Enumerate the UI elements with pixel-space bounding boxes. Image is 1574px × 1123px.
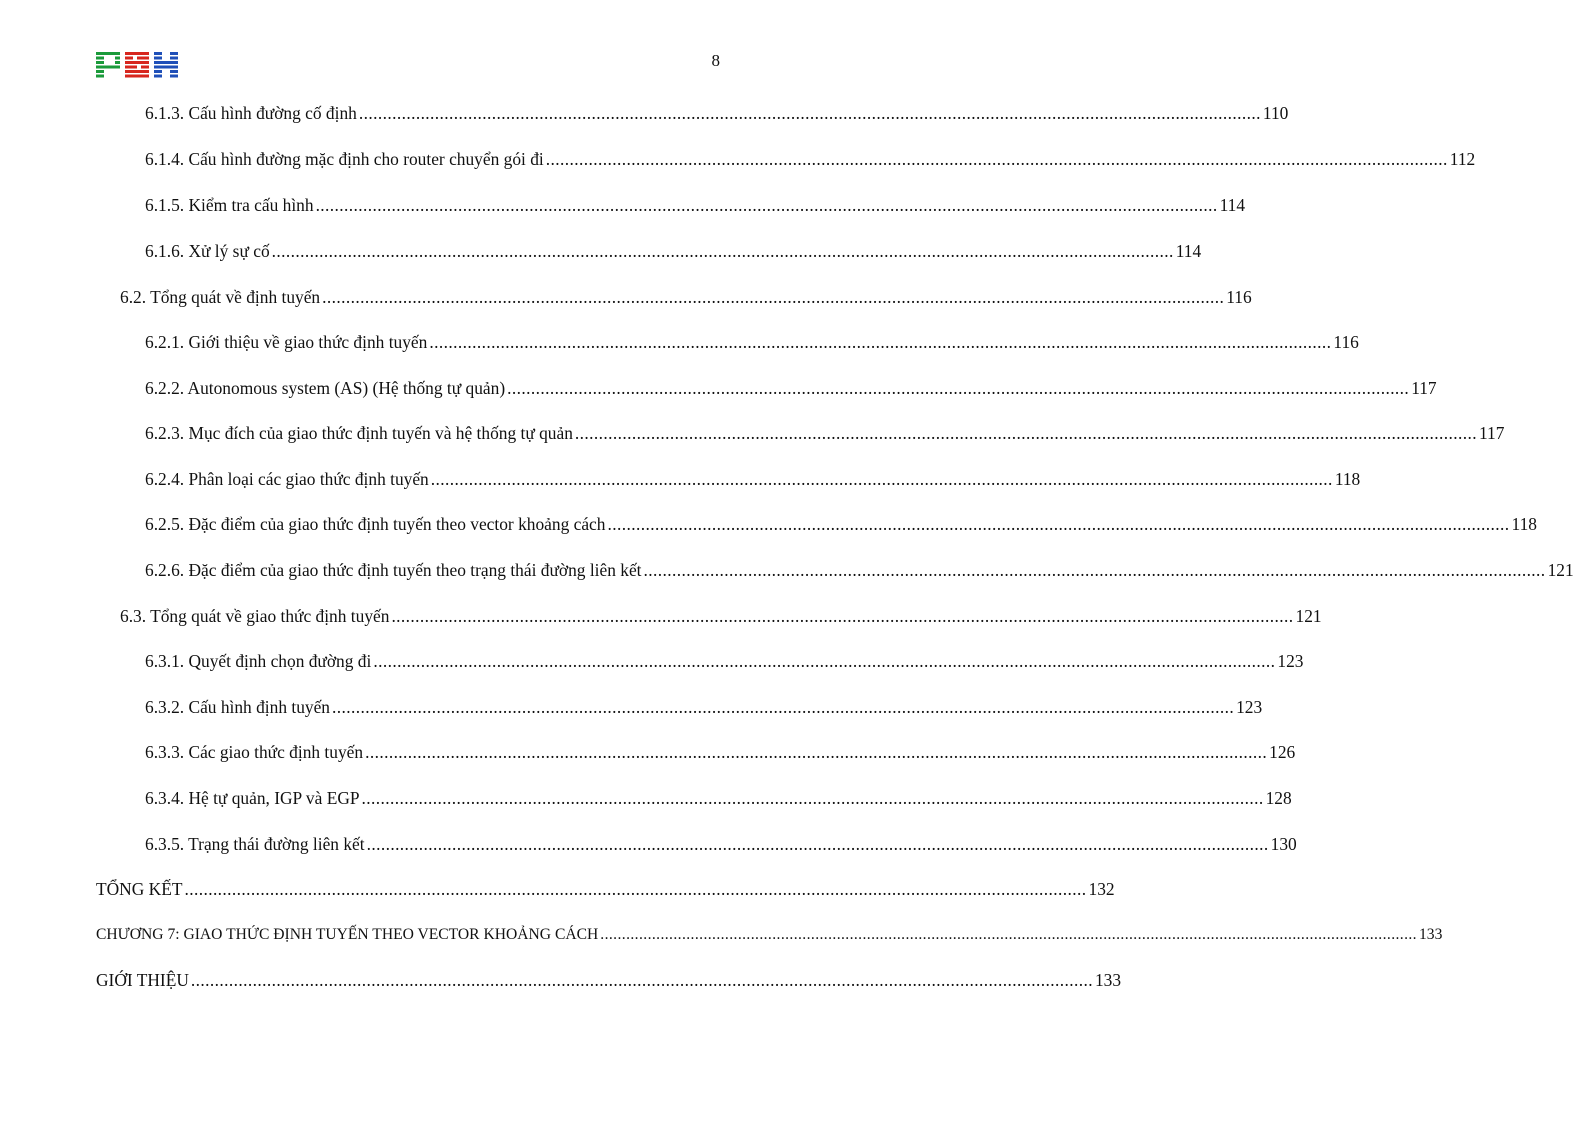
toc-entry-title: 6.1.4. Cấu hình đường mặc định cho router chuyển gói đi [145, 149, 544, 169]
toc-entry-page: 128 [1265, 788, 1292, 808]
toc-leader-dots: .............................................................................................................................................................................................. [271, 241, 1174, 261]
toc-entry-title: 6.3.2. Cấu hình định tuyến [145, 697, 331, 717]
toc-entry[interactable] [145, 146, 1476, 172]
toc-leader-dots: .............................................................................................................................................................................................. [607, 514, 1510, 534]
toc-entry[interactable] [96, 922, 1443, 948]
toc-entry[interactable] [145, 100, 1289, 126]
toc-entry-title: CHƯƠNG 7: GIAO THỨC ĐỊNH TUYẾN THEO VECTOR KHOẢNG CÁCH [96, 926, 599, 943]
toc-entry-page: 116 [1333, 332, 1359, 352]
toc-leader-dots: .............................................................................................................................................................................................. [332, 697, 1235, 717]
toc-entry[interactable] [96, 967, 1122, 993]
toc-entry-title: 6.2.6. Đặc điểm của giao thức định tuyến theo trạng thái đường liên kết [145, 560, 642, 580]
page-number: 8 [711, 51, 720, 70]
toc-entry-title: GIỚI THIỆU [96, 970, 189, 990]
toc-entry-page: 121 [1295, 606, 1322, 626]
toc-leader-dots: .............................................................................................................................................................................................. [429, 332, 1332, 352]
toc-entry[interactable] [145, 648, 1304, 674]
toc-leader-dots: .............................................................................................................................................................................................. [430, 469, 1333, 489]
toc-entry[interactable] [145, 785, 1292, 811]
toc-entry-title: 6.3.5. Trạng thái đường liên kết [145, 834, 365, 854]
toc-entry-page: 121 [1547, 560, 1574, 580]
toc-entry-page: 123 [1277, 651, 1304, 671]
toc-leader-dots: .............................................................................................................................................................................................. [574, 423, 1477, 443]
toc-entry-title: 6.2. Tổng quát về định tuyến [120, 287, 321, 307]
toc-leader-dots: .............................................................................................................................................................................................. [391, 606, 1294, 626]
toc-entry-page: 114 [1175, 241, 1202, 261]
toc-leader-dots: .............................................................................................................................................................................................. [373, 651, 1276, 671]
toc-entry-page: 132 [1088, 879, 1115, 899]
toc-entry-title: 6.3.4. Hệ tự quản, IGP và EGP [145, 788, 360, 808]
toc-entry-title: 6.2.4. Phân loại các giao thức định tuyến [145, 469, 429, 489]
toc-entry-title: 6.3. Tổng quát về giao thức định tuyến [120, 606, 390, 626]
toc-entry-title: 6.2.3. Mục đích của giao thức định tuyến và hệ thống tự quản [145, 423, 573, 443]
toc-leader-dots: .............................................................................................................................................................................................. [366, 834, 1269, 854]
toc-entry[interactable] [145, 466, 1361, 492]
toc-entry-title: 6.2.1. Giới thiệu về giao thức định tuyến [145, 332, 428, 352]
toc-entry[interactable] [96, 876, 1115, 902]
toc-leader-dots: .............................................................................................................................................................................................. [361, 788, 1264, 808]
toc-entry-page: 116 [1226, 287, 1252, 307]
toc-leader-dots: .............................................................................................................................................................................................. [315, 195, 1218, 215]
toc-entry-page: 112 [1449, 149, 1476, 169]
toc-leader-dots: .............................................................................................................................................................................................. [358, 103, 1261, 123]
toc-entry-page: 123 [1236, 697, 1263, 717]
toc-entry-title: 6.1.6. Xử lý sự cố [145, 241, 270, 261]
toc-entry[interactable] [145, 694, 1263, 720]
toc-entry-page: 133 [1418, 926, 1443, 943]
toc-entry[interactable] [145, 375, 1437, 401]
toc-leader-dots: .............................................................................................................................................................................................. [600, 926, 1417, 943]
toc-entry-title: 6.2.2. Autonomous system (AS) (Hệ thống tự quản) [145, 378, 506, 398]
toc-entry[interactable] [145, 831, 1297, 857]
toc-entry-title: 6.3.3. Các giao thức định tuyến [145, 742, 364, 762]
toc-entry-page: 133 [1094, 970, 1122, 990]
toc-entry[interactable] [145, 420, 1505, 446]
toc-entry-page: 110 [1262, 103, 1289, 123]
toc-entry[interactable] [145, 329, 1359, 355]
toc-entry[interactable] [145, 739, 1296, 765]
toc-leader-dots: .............................................................................................................................................................................................. [190, 970, 1093, 990]
toc-entry-page: 126 [1269, 742, 1296, 762]
toc-entry-page: 117 [1411, 378, 1437, 398]
toc-entry-page: 117 [1478, 423, 1505, 443]
toc-entry[interactable] [145, 238, 1202, 264]
toc-entry-title: TỔNG KẾT [96, 879, 183, 899]
toc-leader-dots: .............................................................................................................................................................................................. [643, 560, 1546, 580]
toc-entry[interactable] [120, 284, 1252, 310]
toc-entry[interactable] [145, 511, 1537, 537]
toc-entry-title: 6.1.3. Cấu hình đường cố định [145, 103, 357, 123]
toc-entry-title: 6.1.5. Kiểm tra cấu hình [145, 195, 314, 215]
toc-entry-title: 6.2.5. Đặc điểm của giao thức định tuyến theo vector khoảng cách [145, 514, 606, 534]
toc-leader-dots: .............................................................................................................................................................................................. [322, 287, 1225, 307]
toc-entry-title: 6.3.1. Quyết định chọn đường đi [145, 651, 372, 671]
toc-entry-page: 130 [1270, 834, 1297, 854]
toc-entry-page: 118 [1334, 469, 1361, 489]
toc-leader-dots: .............................................................................................................................................................................................. [545, 149, 1448, 169]
toc-entry[interactable] [120, 603, 1322, 629]
toc-entry[interactable] [145, 557, 1574, 583]
toc-entry[interactable] [145, 192, 1246, 218]
toc-entry-page: 114 [1219, 195, 1246, 215]
toc-leader-dots: .............................................................................................................................................................................................. [184, 879, 1087, 899]
toc-entry-page: 118 [1511, 514, 1537, 534]
toc-leader-dots: .............................................................................................................................................................................................. [507, 378, 1410, 398]
toc-leader-dots: .............................................................................................................................................................................................. [365, 742, 1268, 762]
